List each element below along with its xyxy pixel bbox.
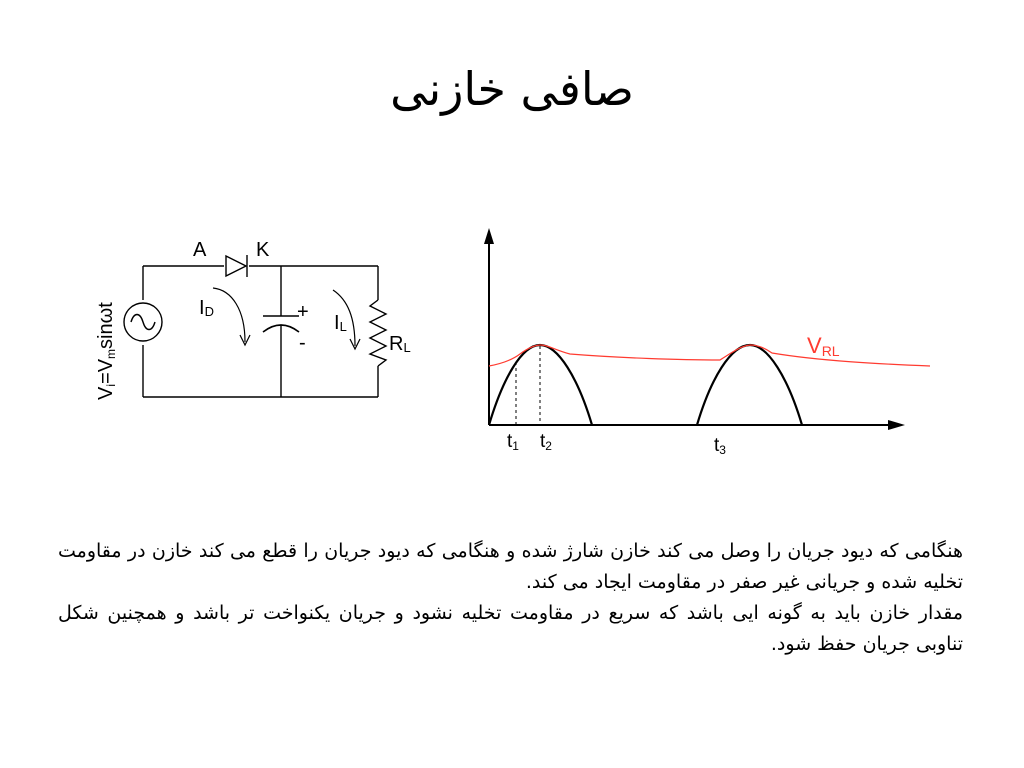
- load-current-label: IL: [334, 312, 347, 334]
- ac-source-symbol: [124, 303, 162, 341]
- diode-current-label: ID: [199, 297, 214, 319]
- vrl-label: VRL: [807, 333, 840, 359]
- y-axis-arrow: [484, 228, 494, 244]
- t3-label: t3: [714, 435, 726, 457]
- vrl-curve: [489, 345, 930, 366]
- resistor-label: RL: [389, 333, 411, 355]
- capacitor-minus-label: -: [299, 332, 306, 354]
- t2-label: t2: [540, 431, 552, 453]
- rectified-waveform: [489, 345, 802, 425]
- x-axis-arrow: [888, 420, 905, 430]
- diode-triangle: [226, 256, 246, 276]
- anode-label: A: [193, 239, 207, 261]
- paragraph-1: هنگامی که دیود جریان را وصل می کند خازن شارژ شده و هنگامی که دیود جریان را قطع می کند خازن در مقاومت تخلیه شده و جریانی غیر صفر در مقاومت ایجاد می کند.: [58, 540, 963, 593]
- paragraph-2: مقدار خازن باید به گونه ایی باشد که سریع در مقاومت تخلیه نشود و جریان یکنواخت تر باشد و همچنین شکل تناوبی جریان حفظ شود.: [58, 602, 963, 655]
- source-voltage-label: Vi=Vmsinωt: [95, 302, 118, 400]
- sine-icon: [131, 315, 155, 330]
- diode-current-arrow: [213, 288, 250, 345]
- diode-symbol: [226, 255, 247, 277]
- resistor-symbol: [370, 300, 386, 366]
- slide-title: صافی خازنی: [390, 62, 634, 116]
- capacitor-plus-label: +: [297, 301, 309, 323]
- rectified-pulse-2: [697, 345, 802, 425]
- body-text: [58, 536, 963, 660]
- t1-label: t1: [507, 431, 519, 453]
- waveform-axes: [484, 228, 905, 430]
- cathode-label: K: [256, 239, 270, 261]
